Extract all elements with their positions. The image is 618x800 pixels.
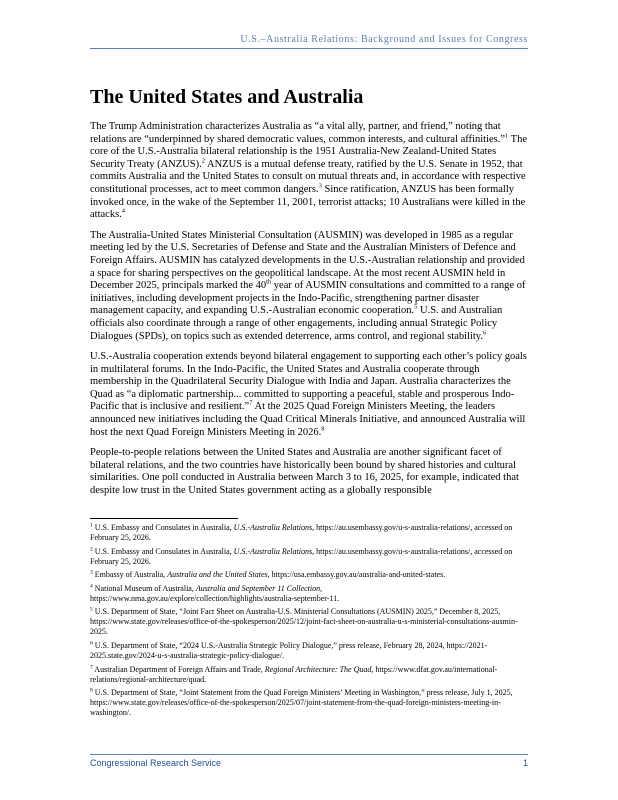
main-content [90, 86, 528, 506]
text-run: Australian Department of Foreign Affairs and Trade, [92, 664, 265, 674]
footnote-marker: 8 [90, 687, 93, 694]
footnote-marker: 3 [318, 182, 322, 190]
text-run: U.S. Embassy and Consulates in Australia, [92, 546, 234, 556]
footnote-marker: 3 [90, 569, 93, 576]
footnote-marker: 6 [482, 329, 487, 336]
body-paragraph [90, 230, 528, 343]
section-title: The United States and Australia [90, 86, 364, 108]
footer-divider [90, 754, 528, 755]
text-run: , https://usa.embassy.gov.au/australia-and-united-states. [267, 570, 446, 580]
text-run: Embassy of Australia, [92, 570, 168, 580]
footnote [90, 584, 528, 604]
footnote-marker: 6 [90, 640, 93, 647]
italic-title: Regional Architecture: The Quad [264, 664, 372, 674]
footnote-marker: 8 [321, 425, 325, 433]
header-divider [90, 48, 528, 49]
text-run: The Trump Administration characterizes Australia as “a vital ally, partner, and friend,” noting that relations are “underpinned by shared democratic values, common interests, and cultural affinities.” [90, 121, 505, 145]
text-run: , https://www.nma.gov.au/explore/collection/highlights/australia-september-11. [90, 583, 340, 603]
body-paragraph [90, 121, 528, 222]
footnote-marker: 5 [414, 303, 418, 311]
italic-title: Australia and September 11 Collection [195, 583, 321, 593]
footnote-marker: 1 [505, 132, 509, 140]
italic-title: U.S.-Australia Relations [233, 523, 313, 532]
footnote [90, 665, 528, 685]
page-number: 1 [522, 758, 528, 768]
footnote-marker: 7 [249, 399, 253, 407]
text-run: At the 2025 Quad Foreign Ministers Meeting, the leaders announced new initiatives including the Quad Critical Minerals Initiative, and announced Australia will host the next Quad Foreign Ministers Meeting in 2026. [90, 401, 526, 438]
text-run: U.S. Department of State, “2024 U.S.-Australia Strategic Policy Dialogue,” press release, February 28, 2024, https://2021-2025.state.gov/2024-u-s-australia-strategic-policy-dialogue/. [90, 640, 488, 660]
text-run: U.S. Department of State, “Joint Statement from the Quad Foreign Ministers’ Meeting in Washington,” press release, July 1, 2025, https://www.state.gov/releases/office-of-the-spokesperson/2025/07/joint-statement-from-the-quad-foreign-ministers-meeting-in-washington/. [90, 688, 513, 718]
italic-title: U.S.-Australia Relations [233, 546, 313, 556]
footnote-marker: 2 [90, 545, 93, 552]
footnote [90, 570, 528, 580]
text-run: ANZUS is a mutual defense treaty, ratified by the U.S. Senate in 1952, that commits Australia and the United States to consult on mutual threats and, in accordance with respective constitutional processes, act to meet common dangers. [90, 158, 526, 195]
footnote-marker: 4 [90, 583, 93, 590]
footnote-separator [90, 518, 238, 519]
footer-publisher: Congressional Research Service [90, 758, 222, 768]
text-run: People-to-people relations between the United States and Australia are another significant facet of bilateral relations, and the two countries have historically been bound by shared histories and cultural similarities. One poll conducted in Australia between March 3 to 16, 2025, for example, indicated that despite low trust in the United States government acting as a globally responsible [90, 447, 519, 497]
body-paragraph [90, 447, 528, 497]
footnote-marker: 7 [90, 663, 93, 670]
footnote-marker: 4 [121, 207, 126, 215]
footnote-marker: 5 [90, 606, 93, 613]
footnote-marker: th [266, 278, 272, 286]
footnotes [90, 523, 528, 722]
text-run: U.S. Department of State, “Joint Fact Sheet on Australia-U.S. Ministerial Consultations (AUSMIN) 2025,” December 8, 2025, https://www.state.gov/releases/office-of-the-spokesperson/2025/12/joint-fact-sheet-on-australia-u-s-ministerial-consultations-ausmin-2025. [90, 607, 518, 637]
text-run: U.S.-Australia cooperation extends beyond bilateral engagement to supporting each other’s policy goals in multilateral forums. In the Indo-Pacific, the United States and Australia cooperate through membership in the Quadrilateral Security Dialogue with India and Japan. Australia characterizes the Quad as “a diplomatic partnership... committed to supporting a peaceful, stable and prosperous Indo-Pacific that is inclusive and resilient.” [90, 351, 527, 413]
footnote [90, 688, 528, 718]
text-run: year of AUSMIN consultations and committed to a range of initiatives, including development projects in the Indo-Pacific, strengthening partner disaster management capacity, and expanding U.S.-Australian economic cooperation. [90, 280, 526, 317]
text-run: The core of the U.S.-Australia bilateral relationship is the 1951 Australia-New Zealand-United States Security Treaty (ANZUS). [90, 133, 528, 170]
italic-title: Australia and the United States [167, 570, 268, 580]
text-run: , https://au.usembassy.gov/u-s-australia-relations/, accessed on February 25, 2026. [90, 523, 513, 542]
text-run: The Australia-United States Ministerial Consultation (AUSMIN) was developed in 1985 as a regular meeting led by the U.S. Secretaries of Defense and State and the Australian Ministers of Defence and Foreign Affairs. AUSMIN has catalyzed developments in the U.S.-Australian relationship and provided a space for sharing perspectives on the geopolitical landscape. At the most recent AUSMIN held in December 2025, principals marked the 40 [90, 229, 525, 292]
text-run: , https://au.usembassy.gov/u-s-australia-relations/, accessed on February 25, 2026. [90, 546, 513, 566]
footnote [90, 547, 528, 567]
text-run: U.S. Embassy and Consulates in Australia, [92, 523, 234, 532]
text-run: U.S. and Australian officials also coordinate through a range of other engagements, including annual Strategic Policy Dialogues (SPDs), on topics such as extended deterrence, arms control, and regional stability. [90, 305, 503, 342]
footnote [90, 607, 528, 637]
footnote [90, 641, 528, 661]
footnote [90, 523, 528, 543]
footnote-marker: 2 [201, 157, 205, 165]
text-run: Since ratification, ANZUS has been formally invoked once, in the wake of the September 11, 2001, terrorist attacks; 10 Australians were killed in the attacks. [90, 183, 526, 221]
footnote-marker: 1 [90, 522, 93, 529]
text-run: , https://www.dfat.gov.au/international-relations/regional-architecture/quad. [90, 664, 498, 684]
running-header: U.S.–Australia Relations: Background and Issues for Congress [240, 34, 528, 45]
text-run: National Museum of Australia, [92, 583, 196, 593]
body-paragraph [90, 351, 528, 439]
